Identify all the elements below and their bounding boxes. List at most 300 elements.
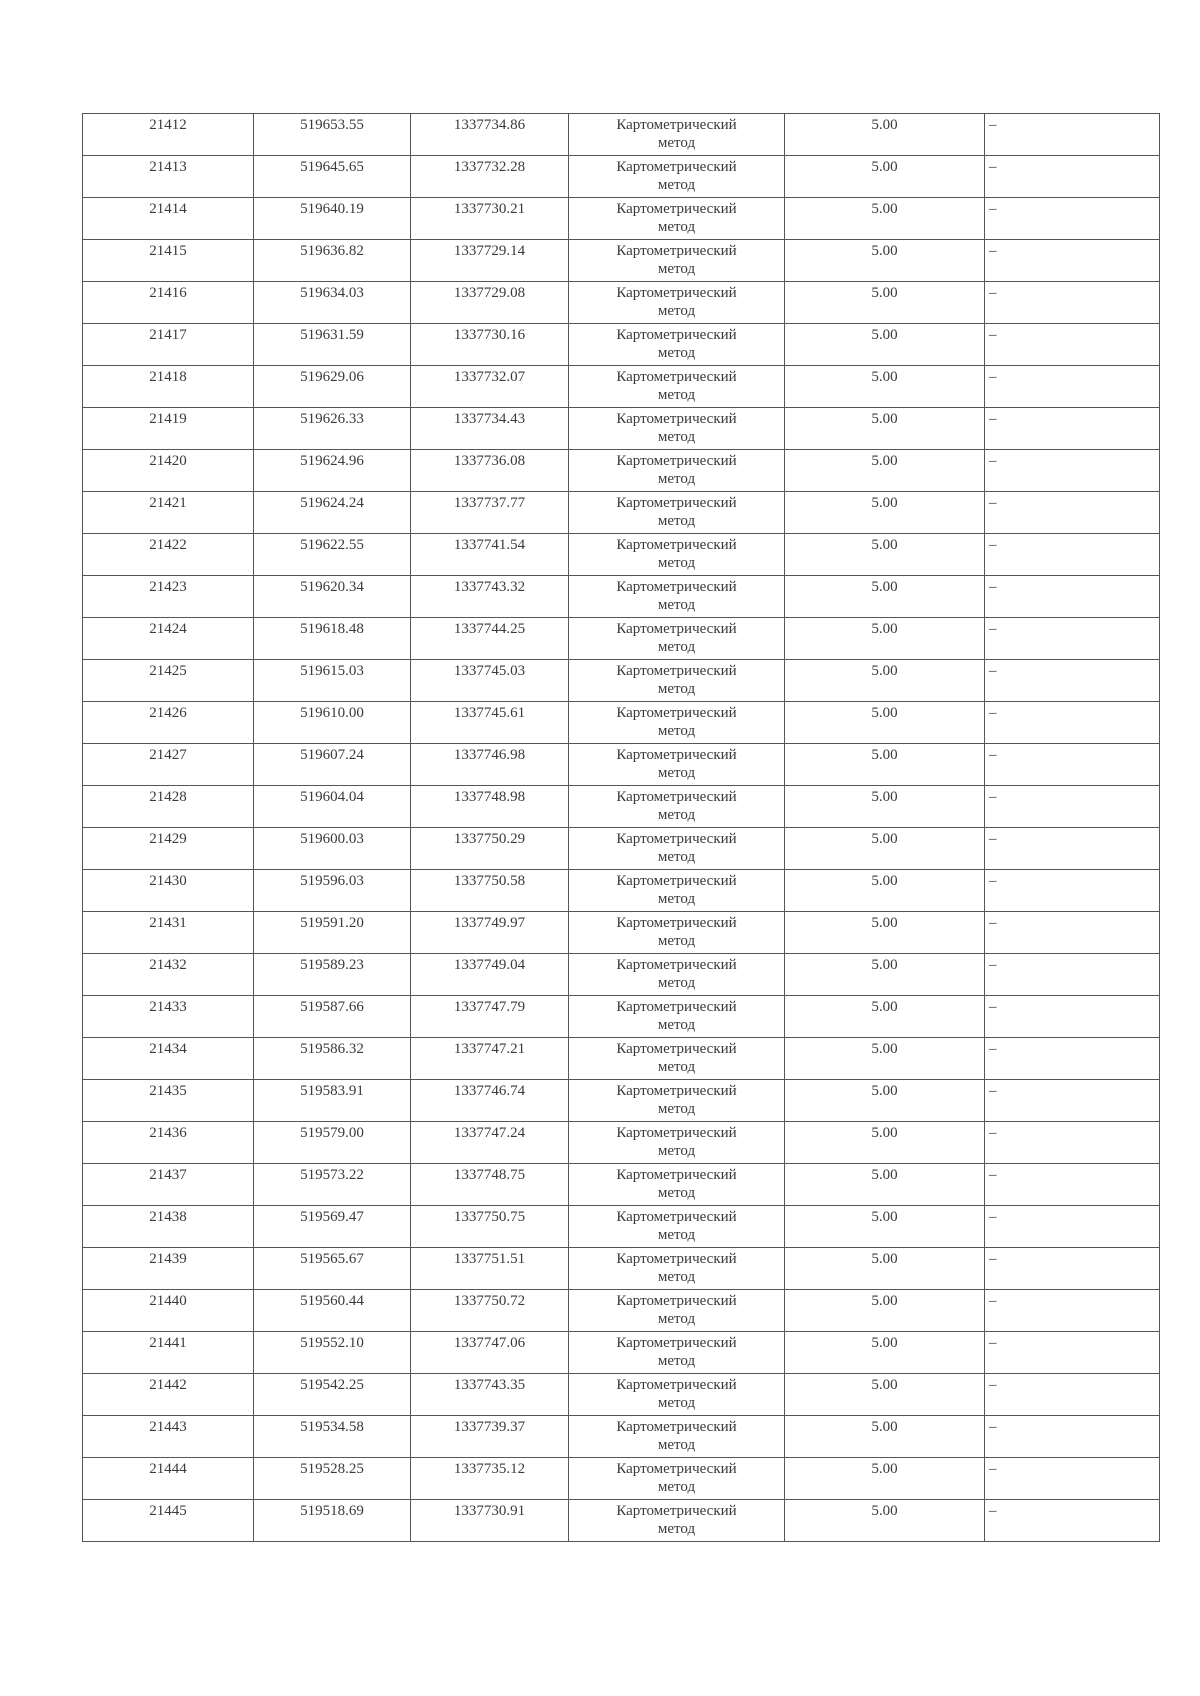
x-coordinate-cell: 519600.03	[254, 828, 411, 870]
note-cell: –	[985, 1164, 1160, 1206]
method-line-1: Картометрический	[616, 327, 737, 343]
y-coordinate-cell: 1337750.75	[411, 1206, 569, 1248]
method-cell	[569, 828, 785, 870]
method-line-1: Картометрический	[616, 1419, 737, 1435]
x-coordinate-cell: 519583.91	[254, 1080, 411, 1122]
x-coordinate-cell: 519610.00	[254, 702, 411, 744]
x-coordinate-cell: 519653.55	[254, 114, 411, 156]
table-row	[83, 114, 1160, 156]
y-coordinate-cell: 1337743.32	[411, 576, 569, 618]
note-cell: –	[985, 912, 1160, 954]
method-line-2: метод	[657, 1395, 696, 1411]
y-coordinate-cell: 1337734.43	[411, 408, 569, 450]
point-number-cell: 21422	[83, 534, 254, 576]
method-line-2: метод	[657, 135, 696, 151]
table-row	[83, 450, 1160, 492]
accuracy-cell: 5.00	[785, 1248, 985, 1290]
method-cell	[569, 1122, 785, 1164]
table-row	[83, 828, 1160, 870]
accuracy-cell: 5.00	[785, 324, 985, 366]
method-line-2: метод	[657, 1437, 696, 1453]
x-coordinate-cell: 519591.20	[254, 912, 411, 954]
method-line-1: Картометрический	[616, 1377, 737, 1393]
accuracy-cell: 5.00	[785, 828, 985, 870]
method-cell	[569, 1080, 785, 1122]
accuracy-cell: 5.00	[785, 240, 985, 282]
point-number-cell: 21423	[83, 576, 254, 618]
method-cell	[569, 1500, 785, 1542]
table-row	[83, 366, 1160, 408]
y-coordinate-cell: 1337730.21	[411, 198, 569, 240]
method-line-1: Картометрический	[616, 495, 737, 511]
accuracy-cell: 5.00	[785, 1290, 985, 1332]
method-line-2: метод	[657, 765, 696, 781]
y-coordinate-cell: 1337729.08	[411, 282, 569, 324]
note-cell: –	[985, 1080, 1160, 1122]
method-line-2: метод	[657, 555, 696, 571]
table-row	[83, 702, 1160, 744]
point-number-cell: 21438	[83, 1206, 254, 1248]
point-number-cell: 21419	[83, 408, 254, 450]
method-line-2: метод	[657, 303, 696, 319]
note-cell: –	[985, 996, 1160, 1038]
x-coordinate-cell: 519629.06	[254, 366, 411, 408]
method-cell	[569, 198, 785, 240]
method-line-1: Картометрический	[616, 411, 737, 427]
method-line-2: метод	[657, 471, 696, 487]
method-line-2: метод	[657, 1311, 696, 1327]
x-coordinate-cell: 519552.10	[254, 1332, 411, 1374]
method-line-1: Картометрический	[616, 1251, 737, 1267]
method-line-1: Картометрический	[616, 1293, 737, 1309]
y-coordinate-cell: 1337747.79	[411, 996, 569, 1038]
method-line-1: Картометрический	[616, 663, 737, 679]
point-number-cell: 21420	[83, 450, 254, 492]
accuracy-cell: 5.00	[785, 912, 985, 954]
method-line-1: Картометрический	[616, 453, 737, 469]
y-coordinate-cell: 1337736.08	[411, 450, 569, 492]
method-cell	[569, 450, 785, 492]
note-cell: –	[985, 198, 1160, 240]
x-coordinate-cell: 519624.24	[254, 492, 411, 534]
method-line-1: Картометрический	[616, 789, 737, 805]
table-row	[83, 660, 1160, 702]
method-line-2: метод	[657, 849, 696, 865]
table-body	[83, 114, 1160, 1542]
table-row	[83, 282, 1160, 324]
method-line-1: Картометрический	[616, 243, 737, 259]
method-line-1: Картометрический	[616, 1041, 737, 1057]
y-coordinate-cell: 1337746.74	[411, 1080, 569, 1122]
method-line-2: метод	[657, 219, 696, 235]
method-cell	[569, 366, 785, 408]
x-coordinate-cell: 519518.69	[254, 1500, 411, 1542]
method-cell	[569, 912, 785, 954]
table-row	[83, 912, 1160, 954]
method-line-2: метод	[657, 261, 696, 277]
point-number-cell: 21427	[83, 744, 254, 786]
method-line-1: Картометрический	[616, 1503, 737, 1519]
y-coordinate-cell: 1337729.14	[411, 240, 569, 282]
x-coordinate-cell: 519634.03	[254, 282, 411, 324]
point-number-cell: 21440	[83, 1290, 254, 1332]
point-number-cell: 21444	[83, 1458, 254, 1500]
method-cell	[569, 1038, 785, 1080]
point-number-cell: 21418	[83, 366, 254, 408]
method-line-1: Картометрический	[616, 1125, 737, 1141]
method-line-2: метод	[657, 1227, 696, 1243]
note-cell: –	[985, 1290, 1160, 1332]
x-coordinate-cell: 519560.44	[254, 1290, 411, 1332]
x-coordinate-cell: 519604.04	[254, 786, 411, 828]
method-line-1: Картометрический	[616, 831, 737, 847]
x-coordinate-cell: 519620.34	[254, 576, 411, 618]
accuracy-cell: 5.00	[785, 408, 985, 450]
accuracy-cell: 5.00	[785, 954, 985, 996]
method-line-1: Картометрический	[616, 579, 737, 595]
x-coordinate-cell: 519615.03	[254, 660, 411, 702]
method-line-2: метод	[657, 1185, 696, 1201]
table-row	[83, 996, 1160, 1038]
method-line-2: метод	[657, 723, 696, 739]
method-line-2: метод	[657, 1101, 696, 1117]
note-cell: –	[985, 786, 1160, 828]
accuracy-cell: 5.00	[785, 576, 985, 618]
point-number-cell: 21417	[83, 324, 254, 366]
method-cell	[569, 786, 785, 828]
method-line-1: Картометрический	[616, 1335, 737, 1351]
note-cell: –	[985, 366, 1160, 408]
method-line-1: Картометрический	[616, 537, 737, 553]
x-coordinate-cell: 519573.22	[254, 1164, 411, 1206]
note-cell: –	[985, 1458, 1160, 1500]
method-cell	[569, 954, 785, 996]
method-line-2: метод	[657, 513, 696, 529]
method-line-1: Картометрический	[616, 1083, 737, 1099]
method-line-1: Картометрический	[616, 201, 737, 217]
accuracy-cell: 5.00	[785, 534, 985, 576]
method-cell	[569, 1290, 785, 1332]
point-number-cell: 21414	[83, 198, 254, 240]
point-number-cell: 21434	[83, 1038, 254, 1080]
x-coordinate-cell: 519587.66	[254, 996, 411, 1038]
note-cell: –	[985, 618, 1160, 660]
method-line-2: метод	[657, 807, 696, 823]
accuracy-cell: 5.00	[785, 1332, 985, 1374]
y-coordinate-cell: 1337735.12	[411, 1458, 569, 1500]
note-cell: –	[985, 114, 1160, 156]
y-coordinate-cell: 1337750.58	[411, 870, 569, 912]
accuracy-cell: 5.00	[785, 1164, 985, 1206]
point-number-cell: 21428	[83, 786, 254, 828]
y-coordinate-cell: 1337737.77	[411, 492, 569, 534]
table-row	[83, 1080, 1160, 1122]
table-row	[83, 1500, 1160, 1542]
note-cell: –	[985, 408, 1160, 450]
method-cell	[569, 702, 785, 744]
point-number-cell: 21425	[83, 660, 254, 702]
y-coordinate-cell: 1337744.25	[411, 618, 569, 660]
y-coordinate-cell: 1337748.75	[411, 1164, 569, 1206]
accuracy-cell: 5.00	[785, 744, 985, 786]
point-number-cell: 21412	[83, 114, 254, 156]
method-cell	[569, 492, 785, 534]
table-row	[83, 786, 1160, 828]
method-line-1: Картометрический	[616, 1461, 737, 1477]
method-line-2: метод	[657, 1521, 696, 1537]
table-row	[83, 954, 1160, 996]
point-number-cell: 21443	[83, 1416, 254, 1458]
note-cell: –	[985, 702, 1160, 744]
method-line-1: Картометрический	[616, 915, 737, 931]
method-line-2: метод	[657, 1143, 696, 1159]
y-coordinate-cell: 1337751.51	[411, 1248, 569, 1290]
accuracy-cell: 5.00	[785, 492, 985, 534]
accuracy-cell: 5.00	[785, 366, 985, 408]
method-line-2: метод	[657, 1017, 696, 1033]
point-number-cell: 21433	[83, 996, 254, 1038]
method-cell	[569, 1374, 785, 1416]
method-line-1: Картометрический	[616, 117, 737, 133]
point-number-cell: 21413	[83, 156, 254, 198]
table-row	[83, 198, 1160, 240]
method-cell	[569, 870, 785, 912]
method-line-1: Картометрический	[616, 873, 737, 889]
method-line-2: метод	[657, 891, 696, 907]
point-number-cell: 21430	[83, 870, 254, 912]
table-row	[83, 1038, 1160, 1080]
method-cell	[569, 156, 785, 198]
x-coordinate-cell: 519542.25	[254, 1374, 411, 1416]
method-line-1: Картометрический	[616, 159, 737, 175]
table-row	[83, 870, 1160, 912]
method-cell	[569, 1458, 785, 1500]
method-line-1: Картометрический	[616, 285, 737, 301]
note-cell: –	[985, 534, 1160, 576]
note-cell: –	[985, 1206, 1160, 1248]
table-row	[83, 1374, 1160, 1416]
method-cell	[569, 282, 785, 324]
y-coordinate-cell: 1337746.98	[411, 744, 569, 786]
method-cell	[569, 114, 785, 156]
method-cell	[569, 744, 785, 786]
method-line-2: метод	[657, 975, 696, 991]
x-coordinate-cell: 519534.58	[254, 1416, 411, 1458]
x-coordinate-cell: 519607.24	[254, 744, 411, 786]
y-coordinate-cell: 1337748.98	[411, 786, 569, 828]
method-cell	[569, 1248, 785, 1290]
table-row	[83, 408, 1160, 450]
x-coordinate-cell: 519579.00	[254, 1122, 411, 1164]
method-line-2: метод	[657, 387, 696, 403]
y-coordinate-cell: 1337750.29	[411, 828, 569, 870]
table-row	[83, 1458, 1160, 1500]
method-line-2: метод	[657, 345, 696, 361]
method-cell	[569, 996, 785, 1038]
method-line-1: Картометрический	[616, 957, 737, 973]
accuracy-cell: 5.00	[785, 660, 985, 702]
y-coordinate-cell: 1337732.28	[411, 156, 569, 198]
accuracy-cell: 5.00	[785, 1374, 985, 1416]
point-number-cell: 21442	[83, 1374, 254, 1416]
x-coordinate-cell: 519626.33	[254, 408, 411, 450]
note-cell: –	[985, 450, 1160, 492]
y-coordinate-cell: 1337749.04	[411, 954, 569, 996]
table-row	[83, 324, 1160, 366]
note-cell: –	[985, 1038, 1160, 1080]
accuracy-cell: 5.00	[785, 786, 985, 828]
table-row	[83, 534, 1160, 576]
note-cell: –	[985, 1374, 1160, 1416]
method-line-1: Картометрический	[616, 747, 737, 763]
accuracy-cell: 5.00	[785, 1122, 985, 1164]
method-line-2: метод	[657, 1353, 696, 1369]
y-coordinate-cell: 1337730.91	[411, 1500, 569, 1542]
x-coordinate-cell: 519528.25	[254, 1458, 411, 1500]
method-line-1: Картометрический	[616, 1209, 737, 1225]
method-line-1: Картометрический	[616, 621, 737, 637]
x-coordinate-cell: 519586.32	[254, 1038, 411, 1080]
y-coordinate-cell: 1337745.03	[411, 660, 569, 702]
method-line-2: метод	[657, 639, 696, 655]
table-row	[83, 618, 1160, 660]
accuracy-cell: 5.00	[785, 282, 985, 324]
y-coordinate-cell: 1337734.86	[411, 114, 569, 156]
point-number-cell: 21424	[83, 618, 254, 660]
accuracy-cell: 5.00	[785, 1206, 985, 1248]
accuracy-cell: 5.00	[785, 618, 985, 660]
accuracy-cell: 5.00	[785, 1416, 985, 1458]
y-coordinate-cell: 1337730.16	[411, 324, 569, 366]
accuracy-cell: 5.00	[785, 996, 985, 1038]
method-line-2: метод	[657, 597, 696, 613]
table-row	[83, 240, 1160, 282]
note-cell: –	[985, 1332, 1160, 1374]
method-line-1: Картометрический	[616, 705, 737, 721]
accuracy-cell: 5.00	[785, 156, 985, 198]
table-row	[83, 1164, 1160, 1206]
method-cell	[569, 1416, 785, 1458]
x-coordinate-cell: 519569.47	[254, 1206, 411, 1248]
method-cell	[569, 660, 785, 702]
point-number-cell: 21426	[83, 702, 254, 744]
point-number-cell: 21432	[83, 954, 254, 996]
y-coordinate-cell: 1337747.21	[411, 1038, 569, 1080]
accuracy-cell: 5.00	[785, 198, 985, 240]
table-row	[83, 1206, 1160, 1248]
y-coordinate-cell: 1337745.61	[411, 702, 569, 744]
point-number-cell: 21441	[83, 1332, 254, 1374]
table-row	[83, 1416, 1160, 1458]
method-cell	[569, 1332, 785, 1374]
table-row	[83, 1290, 1160, 1332]
point-number-cell: 21416	[83, 282, 254, 324]
method-line-1: Картометрический	[616, 369, 737, 385]
table-row	[83, 1332, 1160, 1374]
accuracy-cell: 5.00	[785, 1458, 985, 1500]
table-row	[83, 492, 1160, 534]
method-cell	[569, 1164, 785, 1206]
x-coordinate-cell: 519622.55	[254, 534, 411, 576]
method-line-2: метод	[657, 177, 696, 193]
point-number-cell: 21435	[83, 1080, 254, 1122]
point-number-cell: 21421	[83, 492, 254, 534]
x-coordinate-cell: 519640.19	[254, 198, 411, 240]
accuracy-cell: 5.00	[785, 450, 985, 492]
note-cell: –	[985, 1416, 1160, 1458]
note-cell: –	[985, 1500, 1160, 1542]
note-cell: –	[985, 492, 1160, 534]
method-line-1: Картометрический	[616, 999, 737, 1015]
note-cell: –	[985, 744, 1160, 786]
note-cell: –	[985, 870, 1160, 912]
method-cell	[569, 618, 785, 660]
y-coordinate-cell: 1337743.35	[411, 1374, 569, 1416]
accuracy-cell: 5.00	[785, 1080, 985, 1122]
y-coordinate-cell: 1337739.37	[411, 1416, 569, 1458]
method-line-2: метод	[657, 429, 696, 445]
note-cell: –	[985, 1248, 1160, 1290]
y-coordinate-cell: 1337732.07	[411, 366, 569, 408]
point-number-cell: 21439	[83, 1248, 254, 1290]
note-cell: –	[985, 828, 1160, 870]
table-row	[83, 1122, 1160, 1164]
note-cell: –	[985, 1122, 1160, 1164]
method-cell	[569, 408, 785, 450]
method-line-2: метод	[657, 1479, 696, 1495]
x-coordinate-cell: 519589.23	[254, 954, 411, 996]
method-cell	[569, 534, 785, 576]
note-cell: –	[985, 576, 1160, 618]
accuracy-cell: 5.00	[785, 870, 985, 912]
note-cell: –	[985, 324, 1160, 366]
method-cell	[569, 1206, 785, 1248]
point-number-cell: 21415	[83, 240, 254, 282]
x-coordinate-cell: 519645.65	[254, 156, 411, 198]
y-coordinate-cell: 1337741.54	[411, 534, 569, 576]
y-coordinate-cell: 1337747.24	[411, 1122, 569, 1164]
x-coordinate-cell: 519631.59	[254, 324, 411, 366]
x-coordinate-cell: 519636.82	[254, 240, 411, 282]
x-coordinate-cell: 519624.96	[254, 450, 411, 492]
note-cell: –	[985, 240, 1160, 282]
table-row	[83, 1248, 1160, 1290]
point-number-cell: 21431	[83, 912, 254, 954]
note-cell: –	[985, 282, 1160, 324]
method-line-1: Картометрический	[616, 1167, 737, 1183]
method-cell	[569, 576, 785, 618]
point-number-cell: 21437	[83, 1164, 254, 1206]
y-coordinate-cell: 1337749.97	[411, 912, 569, 954]
accuracy-cell: 5.00	[785, 702, 985, 744]
note-cell: –	[985, 660, 1160, 702]
accuracy-cell: 5.00	[785, 1500, 985, 1542]
x-coordinate-cell: 519618.48	[254, 618, 411, 660]
method-line-2: метод	[657, 1269, 696, 1285]
accuracy-cell: 5.00	[785, 1038, 985, 1080]
x-coordinate-cell: 519596.03	[254, 870, 411, 912]
table-row	[83, 576, 1160, 618]
table-row	[83, 744, 1160, 786]
table-row	[83, 156, 1160, 198]
method-line-2: метод	[657, 933, 696, 949]
method-line-2: метод	[657, 1059, 696, 1075]
note-cell: –	[985, 156, 1160, 198]
y-coordinate-cell: 1337747.06	[411, 1332, 569, 1374]
accuracy-cell: 5.00	[785, 114, 985, 156]
method-cell	[569, 240, 785, 282]
point-number-cell: 21429	[83, 828, 254, 870]
